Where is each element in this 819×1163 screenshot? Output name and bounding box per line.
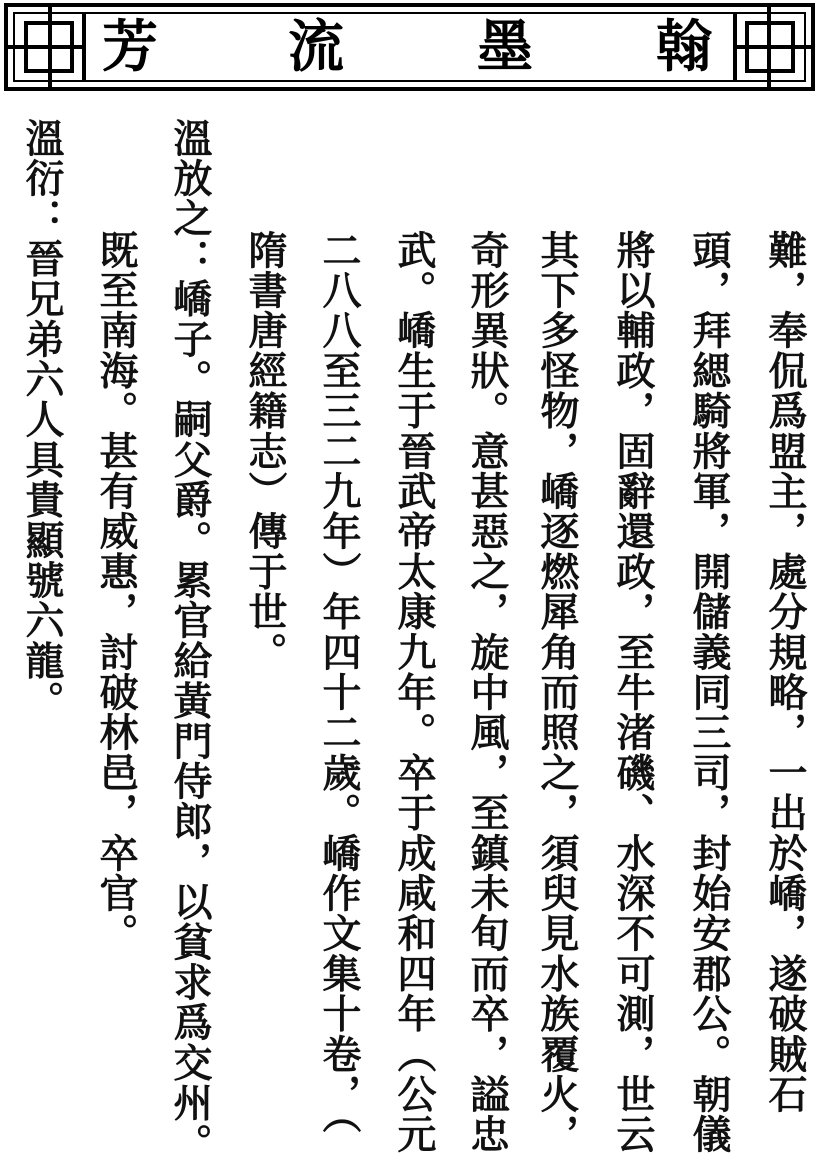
- title-char-1: 芳: [102, 14, 158, 80]
- text-column-8: 隋書唐經籍志）傳于世。: [242, 230, 288, 673]
- header-banner: [4, 3, 815, 91]
- left-fret-ornament: [6, 5, 84, 89]
- text-column-6: 武。嶠生于晉武帝太康九年。卒于成咸和四年（公元: [391, 230, 437, 1155]
- right-fret-ornament: [735, 5, 813, 89]
- text-column-7: 二八八至三二九年）年四十二歲。嶠作文集十卷，（: [316, 230, 362, 1136]
- text-column-11: 溫衍：晉兄弟六人具貴顯號六龍。: [19, 118, 65, 721]
- text-column-5: 奇形異狀。意甚惡之，旋中風，至鎮未旬而卒，謚忠: [464, 230, 510, 1155]
- text-column-10: 既至南海。甚有威惠，討破林邑，卒官。: [93, 230, 139, 954]
- title-char-3: 墨: [477, 14, 533, 80]
- text-column-4: 其下多怪物，嶠逐燃犀角而照之，須臾見水族覆火，: [534, 230, 580, 1155]
- text-column-1: 難，奉侃爲盟主，處分規略，一出於嶠，遂破賊石: [762, 230, 808, 1115]
- title-char-4: 翰: [656, 14, 712, 80]
- text-column-9: 溫放之：嶠子。嗣父爵。累官給黃門侍郎，以貧求爲交州。: [167, 118, 213, 1163]
- title-char-2: 流: [288, 14, 344, 80]
- text-column-3: 將以輔政，固辭還政，至牛渚磯、水深不可測，世云: [610, 230, 656, 1155]
- text-column-2: 頭，拜緦騎將軍，開儲義同三司，封始安郡公。朝儀: [686, 230, 732, 1155]
